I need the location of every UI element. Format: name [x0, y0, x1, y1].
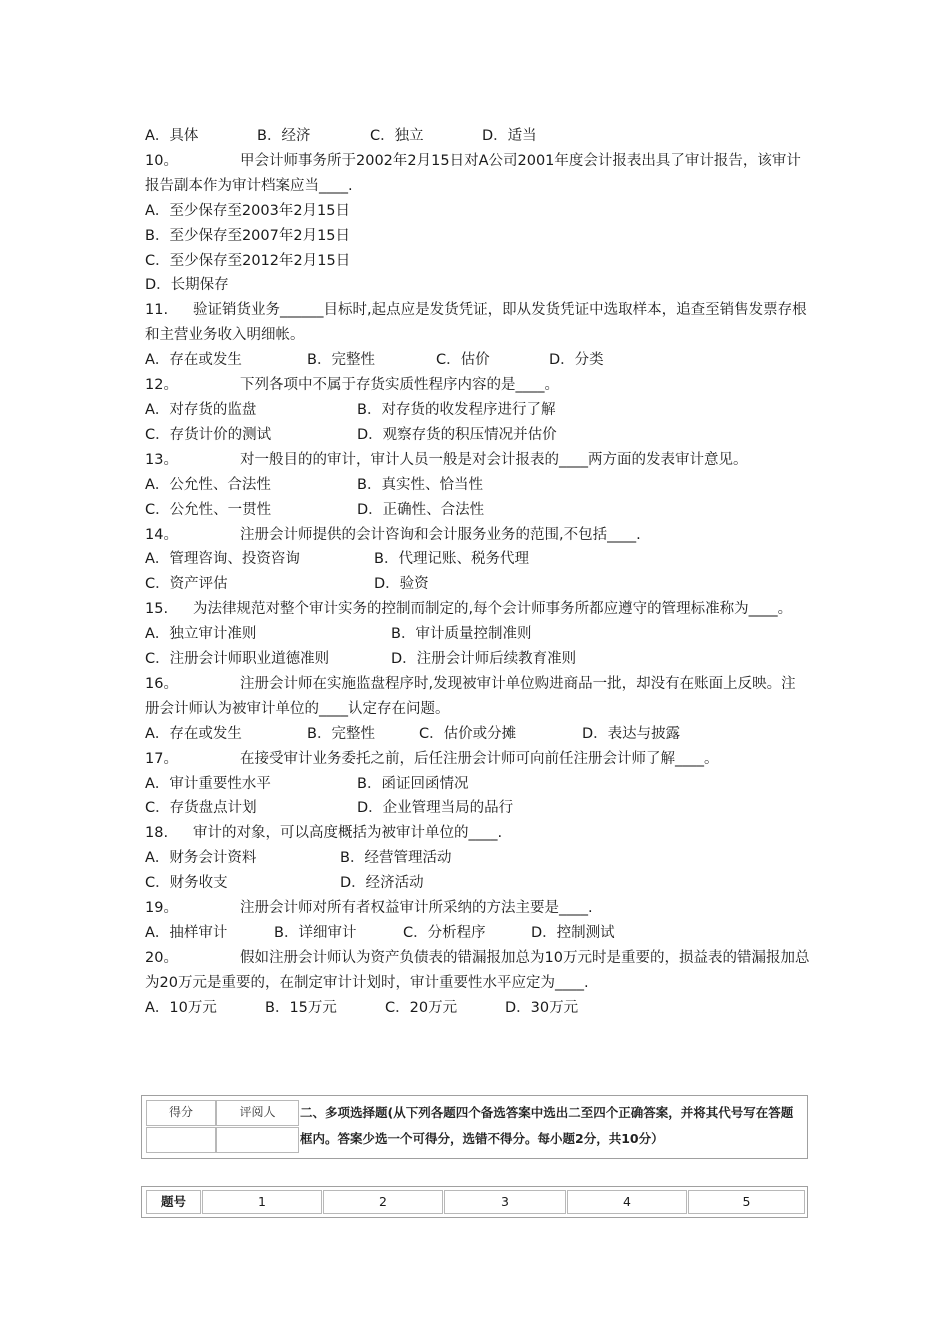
answer-cell-1[interactable]: 1 [202, 1190, 322, 1214]
question-text: 在接受审计业务委托之前，后任注册会计师可向前任注册会计师了解____。 [240, 750, 719, 767]
option-c: C．注册会计师职业道德准则 [145, 651, 330, 668]
question-text: 注册会计师对所有者权益审计所采纳的方法主要是____. [240, 900, 593, 917]
option-a: A．存在或发生 [145, 352, 242, 369]
answer-table [141, 1186, 808, 1218]
score-label-cell: 得分 [146, 1100, 216, 1126]
question-text: 假如注册会计师认为资产负债表的错漏报加总为10万元时是重要的，损益表的错漏报加总为20万元是重要的，在制定审计计划时，审计重要性水平应定为____. [145, 949, 810, 991]
option-c: C．分析程序 [403, 925, 486, 941]
q15-options-row1 [145, 622, 810, 647]
question-number: 18. [145, 825, 169, 842]
option-a: A．对存货的监盘 [145, 401, 257, 418]
option-d: D．表达与披露 [582, 725, 681, 742]
question-14 [145, 523, 810, 548]
option-c: C．公允性、一贯性 [145, 501, 272, 518]
question-17 [145, 747, 810, 772]
option-b: B．对存货的收发程序进行了解 [357, 401, 556, 418]
option-d: D．分类 [549, 352, 604, 369]
option-d: D．正确性、合法性 [357, 501, 485, 518]
question-text: 甲会计师事务所于2002年2月15日对A公司2001年度会计报表出具了审计报告，该审计报告副本作为审计档案应当____. [145, 152, 801, 194]
question-15 [145, 597, 810, 622]
q18-options-row1 [145, 846, 810, 871]
option-c: C．估价 [436, 352, 490, 369]
option-a: A．财务会计资料 [145, 850, 257, 867]
option-b: B．完整性 [307, 352, 375, 369]
option-a: A．独立审计准则 [145, 626, 257, 643]
question-text: 验证销货业务______目标时,起点应是发货凭证，即从发货凭证中选取样本，追查至销售发票存根和主营业务收入明细帐。 [145, 302, 807, 344]
q14-options-row2 [145, 572, 810, 597]
option-d: D．企业管理当局的品行 [357, 800, 514, 817]
option-a: A．存在或发生 [145, 725, 242, 742]
question-number: 16。 [145, 675, 178, 692]
question-number: 11. [145, 302, 169, 319]
question-number: 12。 [145, 377, 178, 394]
question-19 [145, 896, 810, 921]
q12-options-row2 [145, 423, 810, 448]
q17-options-row2 [145, 796, 810, 821]
q12-options-row1 [145, 398, 810, 423]
option-b: B．代理记账、税务代理 [374, 551, 529, 568]
option-a: A．管理咨询、投资咨询 [145, 551, 300, 568]
q11-options [145, 348, 810, 373]
question-text: 审计的对象，可以高度概括为被审计单位的____. [193, 825, 503, 842]
q18-options-row2 [145, 871, 810, 896]
option-d: D．适当 [482, 128, 537, 144]
option-d: D．30万元 [505, 999, 579, 1016]
option-c: C．独立 [370, 128, 424, 144]
question-number: 15. [145, 601, 169, 618]
option-a: A．10万元 [145, 999, 217, 1016]
question-text: 对一般目的的审计，审计人员一般是对会计报表的____两方面的发表审计意见。 [240, 451, 748, 468]
option-c: C．20万元 [385, 999, 458, 1016]
question-16 [145, 672, 810, 722]
question-number: 20。 [145, 949, 178, 966]
question-text: 注册会计师在实施监盘程序时,发现被审计单位购进商品一批，却没有在账面上反映。注册会计师认为被审计单位的____认定存在问题。 [145, 675, 796, 717]
question-12 [145, 373, 810, 398]
question-18 [145, 821, 810, 846]
q16-options [145, 722, 810, 747]
option-c: C．估价或分摊 [419, 725, 517, 742]
q15-options-row2 [145, 647, 810, 672]
option-b: B．详细审计 [274, 925, 357, 941]
reviewer-input-cell[interactable] [216, 1127, 299, 1153]
section-instructions: 二、多项选择题(从下列各题四个备选答案中选出二至四个正确答案，并将其代号写在答题框内。答案少选一个可得分，选错不得分。每小题2分，共10分） [300, 1105, 794, 1146]
option-b: B．审计质量控制准则 [391, 626, 532, 643]
option-b: B．完整性 [307, 725, 375, 742]
option-d: D．观察存货的积压情况并估价 [357, 426, 557, 443]
option-c: C．存货盘点计划 [145, 800, 257, 817]
option-d: D．验资 [374, 576, 429, 593]
option-c: C．存货计价的测试 [145, 426, 272, 443]
question-number-header: 题号 [146, 1190, 201, 1214]
question-number: 19。 [145, 900, 178, 917]
question-text: 下列各项中不属于存货实质性程序内容的是____。 [240, 377, 559, 394]
q19-options [145, 921, 810, 946]
q14-options-row1 [145, 547, 810, 572]
option-a: A．公允性、合法性 [145, 476, 271, 493]
question-number: 10。 [145, 152, 178, 169]
option-d: D．注册会计师后续教育准则 [391, 651, 577, 668]
option-c: C．资产评估 [145, 576, 228, 593]
option-b: B．真实性、恰当性 [357, 476, 483, 493]
q13-options-row2 [145, 498, 810, 523]
option-b: B．函证回函情况 [357, 775, 469, 792]
question-text: 注册会计师提供的会计咨询和会计服务业务的范围,不包括____. [240, 526, 641, 543]
option-a: A．审计重要性水平 [145, 775, 271, 792]
question-number: 13。 [145, 451, 178, 468]
option-a: A．至少保存至2003年2月15日 [145, 202, 350, 219]
answer-cell-2[interactable]: 2 [323, 1190, 443, 1214]
question-13 [145, 448, 810, 473]
question-10 [145, 149, 810, 199]
q20-options [145, 996, 810, 1021]
answer-cell-3[interactable]: 3 [444, 1190, 566, 1214]
q9-options [145, 124, 810, 149]
option-a: A．具体 [145, 128, 199, 144]
score-table [141, 1095, 808, 1159]
score-input-cell[interactable] [146, 1127, 216, 1153]
option-d: D．长期保存 [145, 277, 229, 294]
option-c: C．财务收支 [145, 875, 228, 892]
q17-options-row1 [145, 772, 810, 797]
reviewer-label-cell: 评阅人 [216, 1100, 299, 1126]
question-text: 为法律规范对整个审计实务的控制而制定的,每个会计师事务所都应遵守的管理标准称为____。 [193, 601, 793, 618]
option-d: D．控制测试 [531, 925, 615, 941]
option-d: D．经济活动 [340, 875, 424, 892]
option-b: B．15万元 [265, 999, 337, 1016]
option-a: A．抽样审计 [145, 925, 228, 941]
answer-cell-4[interactable]: 4 [567, 1190, 687, 1214]
option-b: B．至少保存至2007年2月15日 [145, 227, 351, 244]
q13-options-row1 [145, 473, 810, 498]
question-number: 14。 [145, 526, 178, 543]
question-11 [145, 298, 810, 348]
question-number: 17。 [145, 750, 178, 767]
question-20 [145, 946, 810, 996]
option-c: C．至少保存至2012年2月15日 [145, 252, 351, 269]
question-list [145, 124, 810, 1021]
option-b: B．经营管理活动 [340, 850, 452, 867]
option-b: B．经济 [257, 128, 311, 144]
answer-cell-5[interactable]: 5 [688, 1190, 805, 1214]
